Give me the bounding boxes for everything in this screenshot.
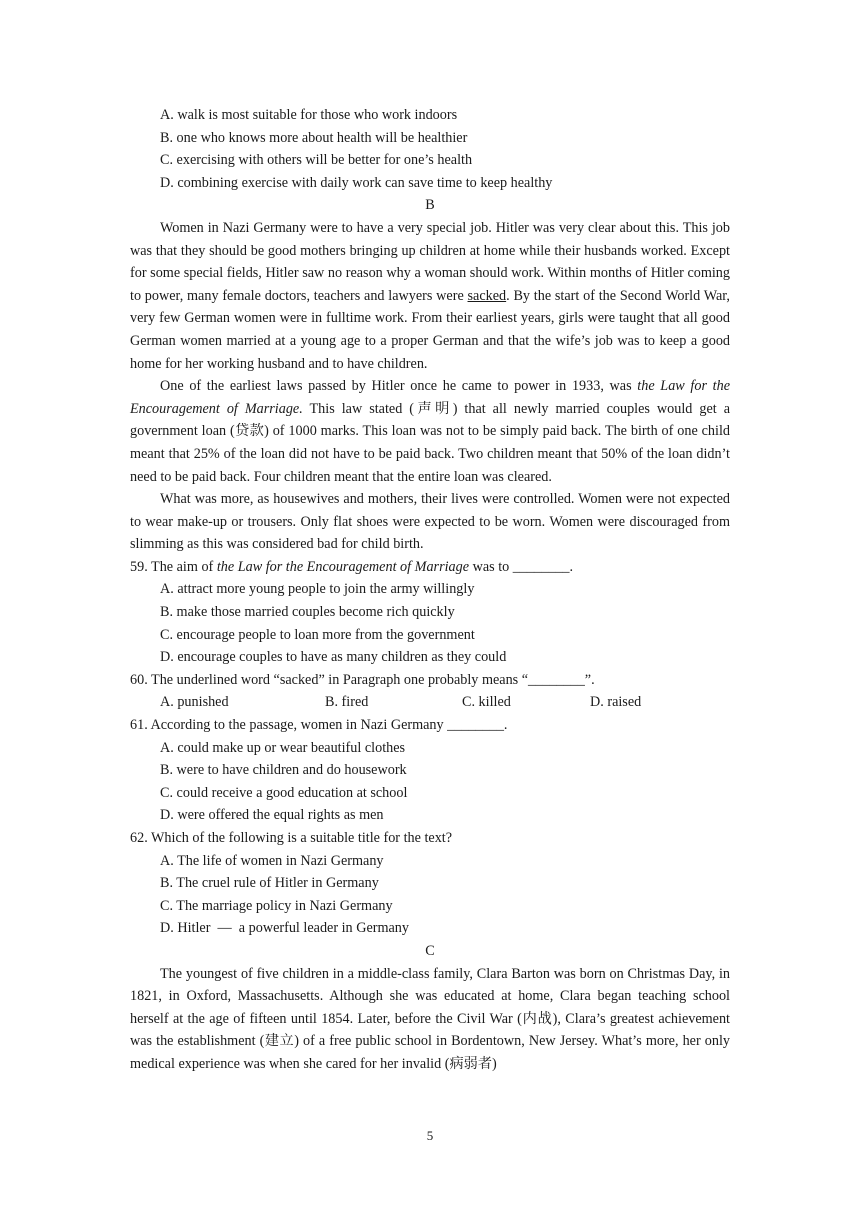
- question-61-stem: 61. According to the passage, women in Nazi Germany ________.: [130, 717, 508, 734]
- option-a: A. punished: [160, 694, 229, 711]
- question-59: [130, 556, 730, 669]
- law-title: the Law for the Encouragement of Marriage.: [130, 378, 730, 417]
- option-b: B. one who knows more about health will be healthier: [160, 129, 468, 146]
- question-60: [130, 669, 730, 714]
- option-d: D. raised: [590, 694, 642, 711]
- option-c: C. could receive a good education at school: [160, 784, 408, 801]
- page-number: 5: [426, 1128, 434, 1143]
- option-c: C. exercising with others will be better for one’s health: [160, 152, 473, 169]
- option-a: A. walk is most suitable for those who work indoors: [160, 107, 458, 123]
- section-b-heading: B: [425, 197, 435, 214]
- question-60-options: [130, 691, 730, 714]
- previous-question-options: [130, 104, 730, 194]
- question-59-stem: 59. The aim of the Law for the Encouragement of Marriage was to ________.: [130, 558, 574, 575]
- question-60-stem: 60. The underlined word “sacked” in Paragraph one probably means “________”.: [130, 671, 595, 688]
- option-a: A. The life of women in Nazi Germany: [160, 852, 384, 869]
- option-d: D. encourage couples to have as many children as they could: [160, 649, 507, 666]
- page-content: [130, 104, 730, 1076]
- option-a: A. attract more young people to join the army willingly: [160, 581, 475, 598]
- question-61: [130, 714, 730, 827]
- section-c-heading: C: [425, 942, 435, 959]
- question-62: [130, 827, 730, 940]
- passage-b-paragraph-3: What was more, as housewives and mothers, their lives were controlled. Women were not expected to wear make-up or trousers. Only flat shoes were expected to be worn. Women were discouraged from slimming as this was considered bad for child birth.: [130, 491, 730, 553]
- option-b: B. make those married couples become rich quickly: [160, 604, 455, 621]
- passage-b-paragraph-1: Women in Nazi Germany were to have a very special job. Hitler was very clear about this. This job was that they should be good mothers bringing up children at home while their husbands worked. Except for some special fields, Hitler saw no reason why a woman should work. Within months of Hitler coming to power, many female doctors, teachers and lawyers were sacked. By the start of the Second World War, very few German women were in fulltime work. From their earliest years, girls were taught that all good German women married at a young age to a proper German and that the wife’s job was to keep a good home for her working husband and to have children.: [130, 219, 730, 372]
- question-62-stem: 62. Which of the following is a suitable title for the text?: [130, 830, 453, 846]
- option-c: C. The marriage policy in Nazi Germany: [160, 897, 393, 914]
- passage-b-paragraph-2: One of the earliest laws passed by Hitler once he came to power in 1933, was the Law for the Encouragement of Marriage. This law stated (声明) that all newly married couples would get a government loan (贷款) of 1000 marks. This loan was not to be simply paid back. The birth of one child meant that 25% of the loan did not have to be paid back. Two children meant that 50% of the loan didn’t need to be paid back. Four children meant that the entire loan was cleared.: [130, 378, 731, 485]
- option-b: B. fired: [325, 694, 369, 711]
- option-c: C. killed: [462, 694, 511, 711]
- option-c: C. encourage people to loan more from the government: [160, 626, 475, 643]
- option-b: B. The cruel rule of Hitler in Germany: [160, 875, 379, 892]
- underlined-word-sacked: sacked: [467, 287, 507, 304]
- option-d: D. combining exercise with daily work can save time to keep healthy: [160, 174, 553, 191]
- option-b: B. were to have children and do housework: [160, 762, 407, 779]
- option-d: D. Hitler — a powerful leader in Germany: [160, 920, 409, 937]
- passage-c-paragraph-1: The youngest of five children in a middle-class family, Clara Barton was born on Christmas Day, in 1821, in Oxford, Massachusetts. Although she was educated at home, Clara began teaching school herself at the age of fifteen until 1854. Later, before the Civil War (内战), Clara’s greatest achievement was the establishment (建立) of a free public school in Bordentown, New Jersey. What’s more, her only medical experience was when she cared for her invalid (病弱者): [130, 965, 730, 1072]
- option-a: A. could make up or wear beautiful clothes: [160, 739, 406, 756]
- option-d: D. were offered the equal rights as men: [160, 807, 384, 824]
